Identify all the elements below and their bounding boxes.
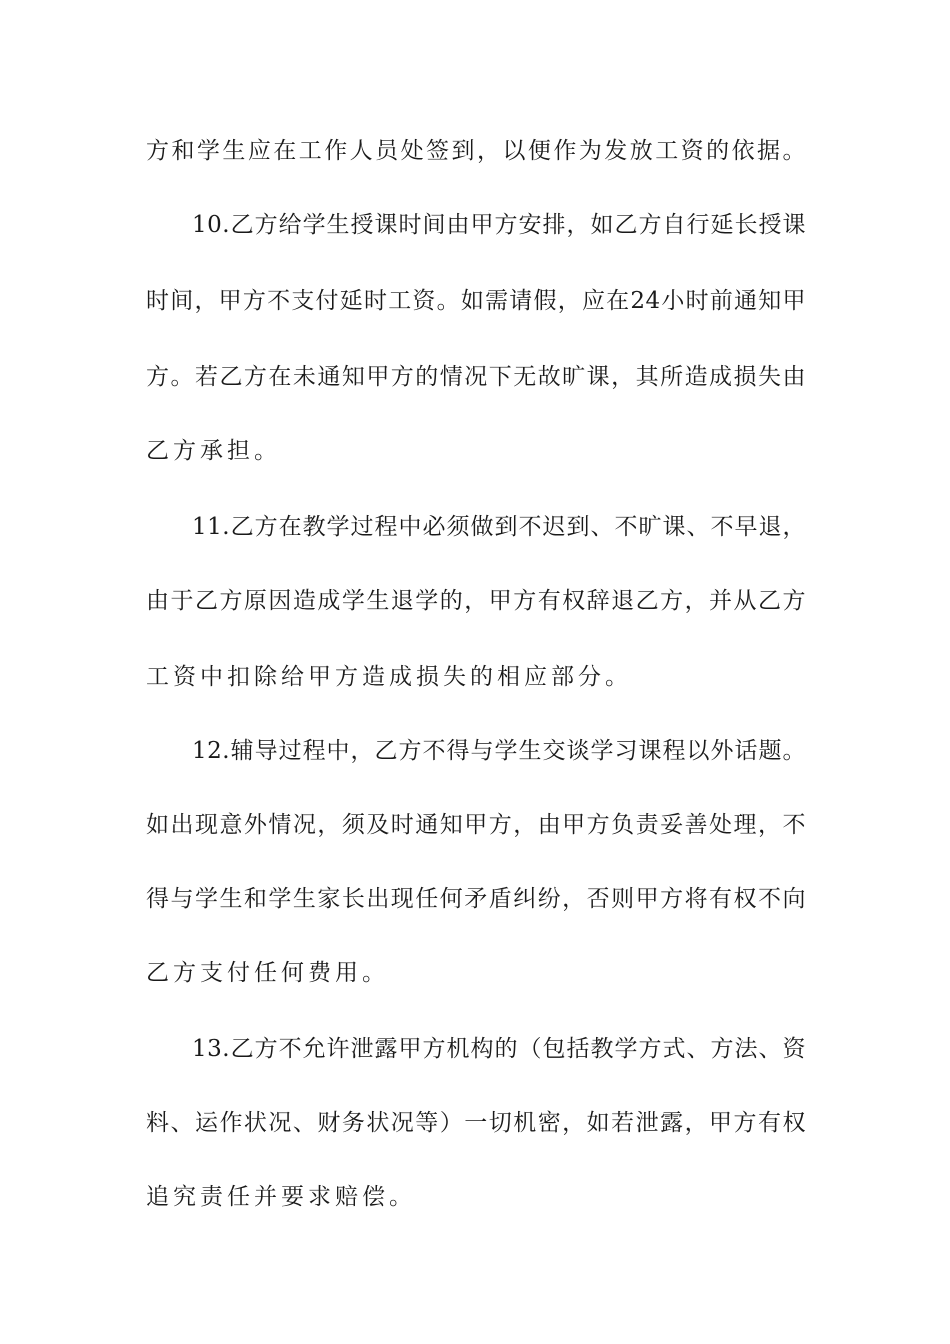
text-line: 工资中扣除给甲方造成损失的相应部分。 <box>146 664 632 690</box>
text-line: 由于乙方原因造成学生退学的，甲方有权辞退乙方，并从乙方 <box>146 588 806 614</box>
clause-13-line: 13.乙方不允许泄露甲方机构的（包括教学方式、方法、资 <box>192 1036 806 1062</box>
text-line: 乙方支付任何费用。 <box>146 960 389 986</box>
text-line: 料、运作状况、财务状况等）一切机密，如若泄露，甲方有权 <box>146 1110 806 1136</box>
text-line: 方和学生应在工作人员处签到，以便作为发放工资的依据。 <box>146 138 806 164</box>
text-line: 追究责任并要求赔偿。 <box>146 1184 416 1210</box>
clause-10-line: 10.乙方给学生授课时间由甲方安排，如乙方自行延长授课 <box>192 212 806 238</box>
clause-11-line: 11.乙方在教学过程中必须做到不迟到、不旷课、不早退， <box>192 514 806 540</box>
clause-12-line: 12.辅导过程中，乙方不得与学生交谈学习课程以外话题。 <box>192 738 806 764</box>
text-line: 时间，甲方不支付延时工资。如需请假，应在24小时前通知甲 <box>146 288 806 314</box>
text-line: 得与学生和学生家长出现任何矛盾纠纷，否则甲方将有权不向 <box>146 886 806 912</box>
text-line: 如出现意外情况，须及时通知甲方，由甲方负责妥善处理，不 <box>146 812 806 838</box>
text-line: 乙方承担。 <box>146 438 281 464</box>
text-line: 方。若乙方在未通知甲方的情况下无故旷课，其所造成损失由 <box>146 364 806 390</box>
